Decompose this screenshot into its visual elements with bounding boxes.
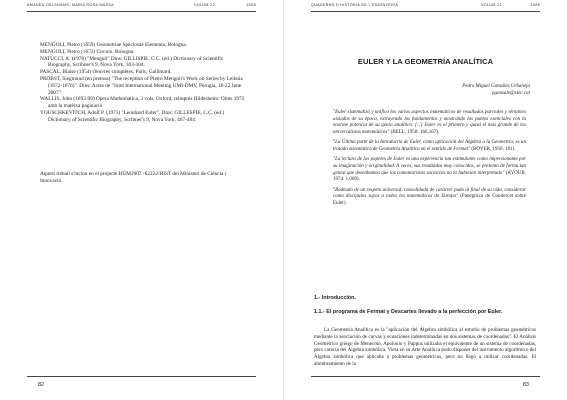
reference-item: PASCAL, Blaise (1954) Oeuvres complètes, Paris, Gallimard.	[40, 69, 172, 76]
quote-source: (Panegírico de Condorcet sobre Euler).	[333, 194, 526, 206]
reference-list	[40, 42, 245, 124]
running-head-authors: AMADEU DELSHAMS, MARIA ROSA MASSA	[27, 3, 115, 7]
footer-rule	[311, 376, 540, 377]
epigraph-quote	[333, 188, 526, 208]
page-number: 82	[38, 382, 45, 388]
quote-text: "La lectura de los papeles de Euler es una experiencia tan estimulante como impresionante por su imaginación y originalidad. A veces, sus resultados muy conocidos, se presenta de forma tan genial que deseábamos que los comentaristas sucesivos no lo hubiesen interpretado"	[333, 157, 526, 176]
epigraph-quote	[333, 110, 526, 137]
quote-text: "Euler sistematizó y unificó los varios aspectos matemáticos de resultados parciales y términos aislados de su época, extrayendo los fundamentos y mostrando los puntos esenciales con la enorme potencia de su genio analítico. [...] Euler es el primero y quizá el más grande de los universalistas matemáticos"	[333, 110, 526, 136]
left-running-head	[27, 3, 256, 12]
acknowledgement: Aquest treball s'inclou en el projecte HUM2007 -62222/HIST del Ministeri de Ciència i Innovació.	[40, 171, 227, 184]
subsection-heading: 1.1.- El programa de Fermat y Descartes llevado a la perfección por Euler.	[314, 309, 503, 315]
quote-source: (BELL, 1950: 166,167).	[389, 130, 440, 136]
epigraph-quotes	[333, 110, 526, 211]
running-head-year: 2008	[246, 3, 256, 7]
section-heading: 1.- Introducción.	[314, 295, 356, 301]
quote-text: "Rodeado de un respeto universal, consolidada de carácter pudo al final de su vida, considerar como discípulos suyos a todos los matemáticos de Europa"	[333, 187, 526, 200]
right-running-head	[311, 3, 540, 12]
running-head-year: 2008	[530, 3, 540, 7]
running-head-volume: VOLUM 22	[194, 3, 215, 7]
left-page	[0, 0, 283, 400]
epigraph-quote	[333, 157, 526, 184]
running-head-journal: QUADERNS D'HISTÒRIA DE L'ENGINYERIA	[311, 3, 399, 7]
epigraph-quote	[333, 140, 526, 153]
reference-item: NATUCCI, A. (1970) "Mengoli" Dins: GILLISPIE, C.C. (ed.) Dictionary of Scientific Biography, Scribner's 9, Nova York, 303-304.	[40, 55, 224, 69]
reference-item: PROBST, Siegmund (en premsa) "The reception of Pietro Mengoli's Work on Series by Leibniz (1672-1676)". Dins: Actes de "Joint International Meeting UMI-DMV, Perugia, 18-22 June 2007".	[40, 75, 243, 96]
footer-rule	[27, 376, 256, 377]
author-email: pgonzale@xtec.cat	[491, 91, 530, 96]
running-head-volume: VOLUM 22	[481, 3, 502, 7]
right-page	[284, 0, 567, 400]
reference-item: MENGOLI, Pietro (1672) Circolo. Bologna.	[40, 48, 135, 55]
body-paragraph: La Geometría Analítica es la "aplicación del Álgebra simbólica al estudio de problemas geométricos mediante la asociación de curvas y ecuaciones indeterminadas en dos sistemas de coordenadas". El Análisis Geométrico griego de Menecmo, Apolonio y Pappus utilizaba el equivalente de un sistema de coordenadas, pero carecía del Álgebra simbólica. Vieta en su Arte Analítica pudo disponer del instrumento algorítmico del Álgebra simbólica que aplicaba a problemas geométricos, pero no llegó a utilizar coordenadas. El alumbramiento de la	[314, 327, 536, 367]
quote-text: "La Última parte de la Introductio de Euler, como aplicación del Álgebra a la Geometría, es un tratado sistemático de Geometría Analítica en el sentido de Fermat"	[333, 140, 526, 153]
quote-source: (BOYER, 1956: 181).	[470, 147, 516, 153]
page-number: 83	[522, 382, 529, 388]
author-block	[462, 83, 530, 97]
reference-item: MENGOLI, Pietro (1659) Geometriae Speciosae Elementa, Bologna.	[40, 42, 187, 48]
quote-source: (AYOUB, 1974: 1.069).	[333, 170, 526, 183]
reference-item: YOUSCHKEVITCH, Adolf P. (1971) "Leonhard Euler", Dins: GILLESPIE, C.C. (ed.) Dictionary of Scientific Biography, Scribner's 9, Nova York, 467-484.	[40, 109, 225, 123]
author-name: Pedro Miguel González Urbaneja	[462, 84, 530, 89]
reference-item: WALLIS, John (1693-99) Opera Mathematica, 3 vols, Oxford, reimprès Hildesheim: Olms 1972 amb la matèixa paginació.	[40, 96, 245, 110]
article-title: EULER Y LA GEOMETRÍA ANALÍTICA	[357, 57, 494, 66]
